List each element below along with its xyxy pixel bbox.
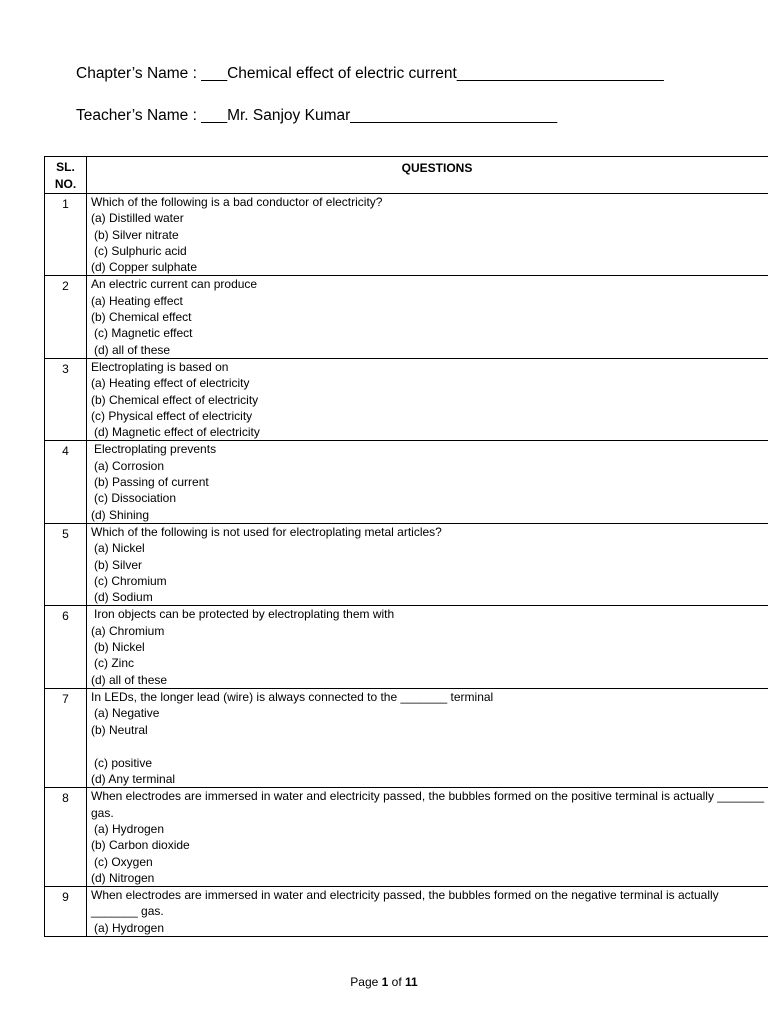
table-row	[45, 194, 768, 276]
question-cell	[87, 523, 768, 605]
option: (b) Chemical effect	[91, 310, 192, 325]
option: (c) Magnetic effect	[94, 326, 193, 341]
question-number: 8	[45, 788, 87, 887]
option: (b) Chemical effect of electricity	[91, 392, 259, 407]
question-text: When electrodes are immersed in water and electricity passed, the bubbles formed on the positive terminal is actually _______	[91, 789, 765, 804]
option: (a) Chromium	[91, 623, 165, 638]
page-total: 11	[405, 975, 418, 989]
question-text: When electrodes are immersed in water and electricity passed, the bubbles formed on the negative terminal is actually	[91, 888, 719, 903]
option: (b) Silver nitrate	[94, 227, 179, 242]
question-cell	[87, 788, 768, 887]
option: (b) Silver	[94, 557, 143, 572]
questions-table	[44, 156, 768, 937]
table-header-row	[45, 157, 768, 194]
option: (b) Passing of current	[94, 475, 209, 490]
option: (d) Any terminal	[91, 772, 176, 787]
table-row	[45, 358, 768, 440]
sl-no-header	[45, 157, 87, 194]
question-cell	[87, 887, 768, 937]
option: (a) Heating effect	[91, 293, 183, 308]
sl-header-line1: SL.	[56, 160, 75, 174]
option: (a) Hydrogen	[94, 920, 165, 935]
question-text: Which of the following is not used for electroplating metal articles?	[91, 524, 442, 539]
option: (c) Physical effect of electricity	[91, 408, 253, 423]
chapter-fill: ________________________	[456, 65, 664, 82]
table-row	[45, 523, 768, 605]
question-cell	[87, 358, 768, 440]
option: (a) Distilled water	[91, 211, 184, 226]
question-number: 5	[45, 523, 87, 605]
option: (a) Hydrogen	[94, 821, 165, 836]
teacher-label: Teacher’s Name : ___	[76, 107, 228, 124]
question-text: In LEDs, the longer lead (wire) is always connected to the _______ terminal	[91, 689, 494, 704]
option: (c) Oxygen	[94, 854, 153, 869]
option: (c) Chromium	[94, 573, 167, 588]
question-text: Electroplating prevents	[94, 442, 217, 457]
page-current: 1	[381, 975, 389, 989]
table-row	[45, 788, 768, 887]
sl-header-line2: NO.	[54, 177, 77, 191]
table-row	[45, 276, 768, 358]
question-cell	[87, 606, 768, 688]
option: (d) Magnetic effect of electricity	[94, 425, 260, 440]
question-cell	[87, 276, 768, 358]
teacher-name-line	[76, 107, 557, 125]
question-number: 4	[45, 441, 87, 523]
option: (c) Zinc	[94, 656, 134, 671]
question-text: Which of the following is a bad conductor of electricity?	[91, 195, 383, 209]
teacher-value: Mr. Sanjoy Kumar	[227, 107, 351, 124]
option: (d) Copper sulphate	[91, 260, 198, 275]
blank-line	[91, 738, 768, 755]
page-word: Page	[350, 975, 379, 989]
question-text-cont: gas.	[91, 805, 114, 820]
table-row	[45, 688, 768, 787]
option: (c) positive	[94, 755, 153, 770]
option: (c) Dissociation	[94, 491, 177, 506]
question-cell	[87, 688, 768, 787]
of-word: of	[391, 975, 402, 989]
chapter-name-line	[76, 65, 664, 83]
option: (a) Negative	[94, 706, 160, 721]
question-number: 6	[45, 606, 87, 688]
question-number: 3	[45, 358, 87, 440]
teacher-fill: ________________________	[350, 107, 558, 124]
option: (d) Nitrogen	[91, 870, 155, 885]
table-row	[45, 606, 768, 688]
question-cell	[87, 441, 768, 523]
question-text: An electric current can produce	[91, 277, 258, 292]
page-footer	[0, 975, 768, 989]
question-text-cont: _______ gas.	[91, 904, 164, 919]
question-text: Iron objects can be protected by electroplating them with	[94, 607, 395, 622]
option: (b) Nickel	[94, 640, 145, 655]
questions-header: QUESTIONS	[87, 157, 768, 194]
option: (a) Nickel	[94, 541, 145, 556]
option: (b) Carbon dioxide	[91, 838, 190, 853]
option: (c) Sulphuric acid	[94, 243, 187, 258]
option: (b) Neutral	[91, 722, 148, 737]
option: (d) all of these	[91, 672, 168, 687]
question-text: Electroplating is based on	[91, 359, 229, 374]
question-cell	[87, 194, 768, 276]
option: (d) Sodium	[94, 590, 153, 605]
table-row	[45, 441, 768, 523]
option: (d) all of these	[94, 342, 171, 357]
chapter-label: Chapter’s Name : ___	[76, 65, 228, 82]
question-number: 7	[45, 688, 87, 787]
question-number: 2	[45, 276, 87, 358]
option: (d) Shining	[91, 507, 150, 522]
question-number: 1	[45, 194, 87, 276]
option: (a) Heating effect of electricity	[91, 376, 250, 391]
table-row	[45, 887, 768, 937]
question-number: 9	[45, 887, 87, 937]
option: (a) Corrosion	[94, 458, 165, 473]
chapter-value: Chemical effect of electric current	[227, 65, 457, 82]
